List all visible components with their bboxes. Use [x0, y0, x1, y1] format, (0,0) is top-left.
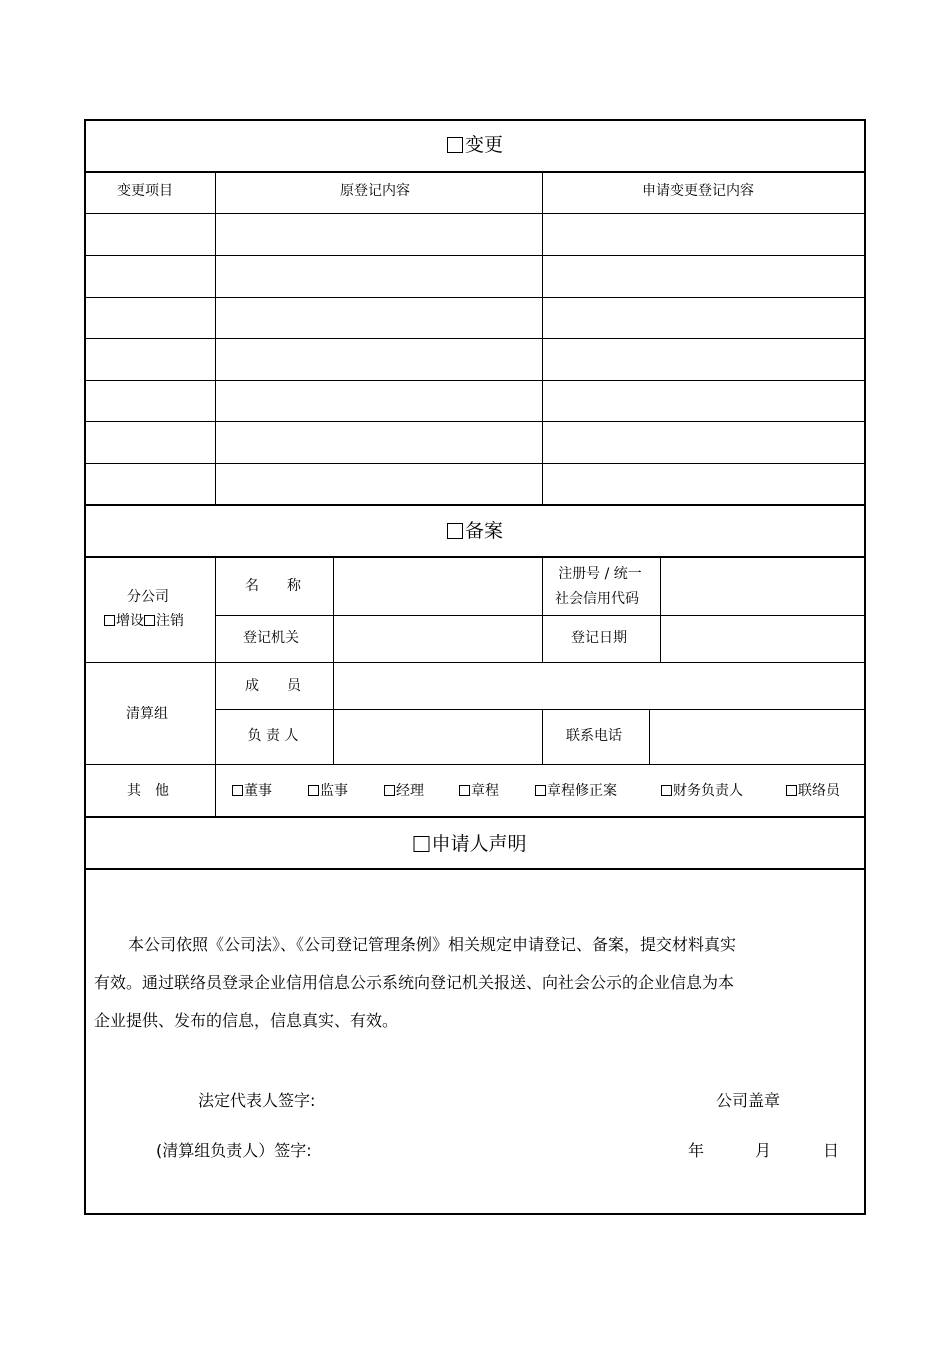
declaration-checkbox[interactable]: [413, 836, 429, 852]
divider: [216, 709, 866, 710]
divider: [84, 338, 866, 339]
reg-date-label: 登记日期: [571, 630, 627, 646]
divider: [84, 816, 866, 818]
checkbox[interactable]: [786, 785, 797, 796]
other-option-articles[interactable]: [459, 782, 499, 800]
form-border-left: [84, 119, 86, 1215]
divider: [215, 557, 216, 817]
col-header-original-content: 原登记内容: [340, 183, 410, 199]
declaration-title-text: 申请人声明: [431, 833, 527, 855]
leader-label: 负 责 人: [247, 728, 299, 744]
other-option-finance-officer[interactable]: [661, 782, 743, 800]
option-label: 监事: [320, 783, 348, 799]
application-form: [84, 119, 866, 1215]
checkbox[interactable]: [232, 785, 243, 796]
branch-options: [104, 612, 184, 630]
divider: [84, 255, 866, 256]
other-option-director[interactable]: [232, 782, 272, 800]
option-label: 联络员: [798, 783, 840, 799]
divider: [84, 764, 866, 765]
divider: [660, 557, 661, 663]
divider: [84, 421, 866, 422]
checkbox[interactable]: [535, 785, 546, 796]
form-border-right: [864, 119, 866, 1215]
declaration-text-line2: 有效。通过联络员登录企业信用信息公示系统向登记机关报送、向社会公示的企业信息为本: [94, 973, 735, 992]
checkbox[interactable]: [661, 785, 672, 796]
divider: [333, 557, 334, 765]
company-seal-label: 公司盖章: [716, 1091, 781, 1110]
divider: [84, 662, 866, 663]
declaration-text-line1: 本公司依照《公司法》、《公司登记管理条例》相关规定申请登记、备案，提交材料真实: [128, 935, 737, 954]
option-label: 章程修正案: [547, 783, 617, 799]
branch-add-checkbox[interactable]: [104, 615, 115, 626]
branch-label: 分公司: [127, 589, 169, 605]
legal-rep-signature-label: 法定代表人签字:: [198, 1091, 316, 1110]
checkbox[interactable]: [459, 785, 470, 796]
reg-no-label-line1: 注册号 / 统一: [558, 566, 642, 582]
reg-no-label-line2: 社会信用代码: [555, 591, 639, 607]
option-label: 财务负责人: [673, 783, 743, 799]
filing-checkbox[interactable]: [447, 523, 463, 539]
divider: [84, 171, 866, 173]
filing-title-text: 备案: [464, 520, 504, 542]
option-label: 董事: [244, 783, 272, 799]
liquidation-leader-signature-label: (清算组负责人）签字:: [156, 1141, 312, 1160]
other-option-supervisor[interactable]: [308, 782, 348, 800]
divider: [84, 504, 866, 506]
filing-section-title: [447, 519, 503, 543]
declaration-section-title: [413, 832, 526, 856]
divider: [84, 868, 866, 870]
phone-label: 联系电话: [566, 728, 622, 744]
members-label: 成 员: [245, 678, 301, 694]
divider: [84, 556, 866, 558]
branch-name-label: 名 称: [245, 578, 301, 594]
divider: [542, 709, 543, 765]
option-label: 经理: [396, 783, 424, 799]
checkbox[interactable]: [308, 785, 319, 796]
other-label: 其 他: [127, 783, 169, 799]
other-option-liaison[interactable]: [786, 782, 840, 800]
other-option-manager[interactable]: [384, 782, 424, 800]
change-title-text: 变更: [464, 134, 504, 156]
authority-label: 登记机关: [243, 630, 299, 646]
divider: [542, 172, 543, 505]
branch-cancel-checkbox[interactable]: [144, 615, 155, 626]
branch-cancel-label: 注销: [156, 613, 184, 629]
divider: [84, 213, 866, 214]
date-day-label: 日: [823, 1141, 840, 1160]
branch-add-label: 增设: [116, 613, 144, 629]
col-header-change-item: 变更项目: [117, 183, 173, 199]
declaration-text-line3: 企业提供、发布的信息，信息真实、有效。: [94, 1011, 399, 1030]
divider: [216, 615, 866, 616]
change-section-title: [447, 133, 503, 157]
date-month-label: 月: [755, 1141, 772, 1160]
divider: [215, 172, 216, 505]
liquidation-label: 清算组: [126, 706, 168, 722]
other-option-articles-amendment[interactable]: [535, 782, 617, 800]
divider: [649, 709, 650, 765]
divider: [84, 463, 866, 464]
divider: [542, 557, 543, 663]
divider: [84, 297, 866, 298]
divider: [84, 380, 866, 381]
col-header-new-content: 申请变更登记内容: [642, 183, 754, 199]
date-year-label: 年: [688, 1141, 705, 1160]
form-border-bottom: [84, 1213, 866, 1215]
change-checkbox[interactable]: [447, 137, 463, 153]
option-label: 章程: [471, 783, 499, 799]
form-border-top: [84, 119, 866, 121]
checkbox[interactable]: [384, 785, 395, 796]
